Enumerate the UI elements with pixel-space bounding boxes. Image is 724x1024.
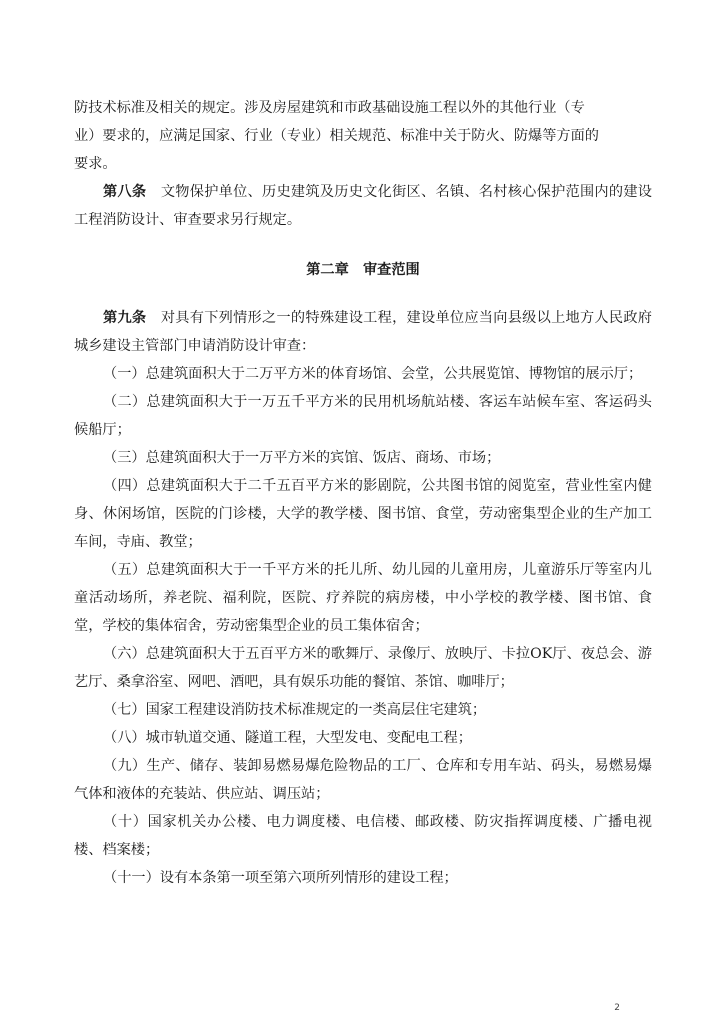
page-number: 2 <box>614 1003 620 1013</box>
list-item: （一）总建筑面积大于二万平方米的体育场馆、会堂，公共展览馆、博物馆的展示厅； <box>103 366 643 382</box>
list-item: （八）城市轨道交通、隧道工程，大型发电、变配电工程； <box>103 730 472 746</box>
article-9-items <box>74 360 652 892</box>
list-item: （六）总建筑面积大于五百平方米的歌舞厅、录像厅、放映厅、卡拉OK厅、夜总会、游艺厅、桑拿浴室、网吧、酒吧，具有娱乐功能的餐馆、茶馆、咖啡厅； <box>74 646 652 690</box>
article-8-text: 文物保护单位、历史建筑及历史文化街区、名镇、名村核心保护范围内的建设工程消防设计、审查要求另行规定。 <box>74 184 652 228</box>
list-item: （四）总建筑面积大于二千五百平方米的影剧院，公共图书馆的阅览室，营业性室内健身、休闲场馆，医院的门诊楼，大学的教学楼、图书馆、食堂，劳动密集型企业的生产加工车间，寺庙、教堂； <box>74 478 652 550</box>
article-8 <box>74 178 652 234</box>
intro-line-1: 防技术标准及相关的规定。涉及房屋建筑和市政基础设施工程以外的其他行业（专 <box>74 100 585 116</box>
list-item: （二）总建筑面积大于一万五千平方米的民用机场航站楼、客运车站候车室、客运码头候船厅； <box>74 394 652 438</box>
list-item: （九）生产、储存、装卸易燃易爆危险物品的工厂、仓库和专用车站、码头，易燃易爆气体和液体的充装站、供应站、调压站； <box>74 758 652 802</box>
intro-line-2: 业）要求的，应满足国家、行业（专业）相关规范、标准中关于防火、防爆等方面的 <box>74 128 599 144</box>
intro-paragraph <box>74 94 652 178</box>
article-9-title: 第九条 <box>103 310 147 326</box>
list-item: （五）总建筑面积大于一千平方米的托儿所、幼儿园的儿童用房，儿童游乐厅等室内儿童活动场所，养老院、福利院，医院、疗养院的病房楼，中小学校的教学楼、图书馆、食堂，学校的集体宿舍，劳动密集型企业的员工集体宿舍； <box>74 562 652 634</box>
list-item: （十一）设有本条第一项至第六项所列情形的建设工程； <box>103 870 458 886</box>
article-8-title: 第八条 <box>103 184 147 200</box>
article-9-text: 对具有下列情形之一的特殊建设工程，建设单位应当向县级以上地方人民政府城乡建设主管部门申请消防设计审查： <box>74 310 652 354</box>
list-item: （七）国家工程建设消防技术标准规定的一类高层住宅建筑； <box>103 702 487 718</box>
article-9 <box>74 304 652 360</box>
list-item: （三）总建筑面积大于一万平方米的宾馆、饭店、商场、市场； <box>103 450 501 466</box>
intro-line-3: 要求。 <box>74 156 117 172</box>
list-item: （十）国家机关办公楼、电力调度楼、电信楼、邮政楼、防灾指挥调度楼、广播电视楼、档案楼； <box>74 814 652 858</box>
chapter-2-heading: 第二章 审查范围 <box>306 262 420 278</box>
